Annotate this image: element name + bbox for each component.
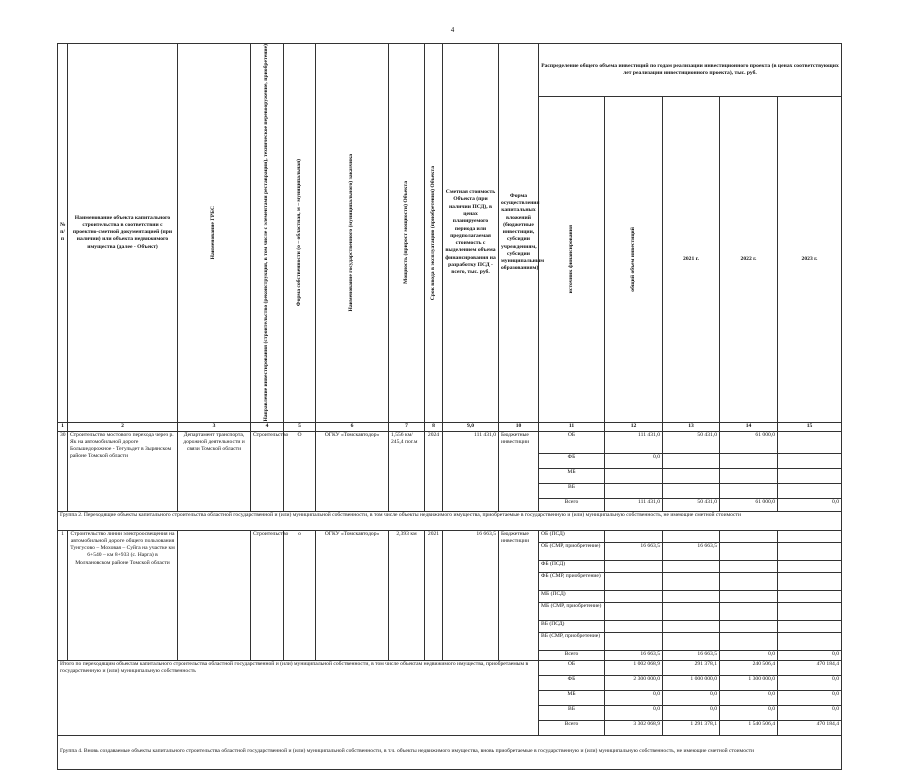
col-header-distribution: Распределение общего объема инвестиций по годам реализации инвестиционного проекта (в ценах соответствующих лет реализации инвестиционного проекта), тыс. руб. xyxy=(539,44,842,97)
table-row: Всего 16 663,5 16 663,5 0,0 0,0 xyxy=(58,650,842,660)
table-row: 30 Строительство мостового перехода через р. Як на автомобильной дороге Большедорожное - Тегульдет в Зырянском районе Томской области Департамент транспорта, дорожной деятельности и связи Томской области Строительство О ОГКУ «Томскавтодор» 1,556 км/ 245,4 пог.м 2024 111 431,0 Бюджетные инвестиции ОБ 111 431,0 50 431,0 61 000,0 xyxy=(58,431,842,453)
col-header-term: Срок ввода в эксплуатацию (приобретения) Объекта xyxy=(425,44,443,423)
col-header-2022: 2022 г. xyxy=(720,97,778,423)
col-header-form: Форма осуществления капитальных вложений (бюджетные инвестиции, субсидии учреждениям, субсидии муниципальным образованиям) xyxy=(499,44,539,423)
col-header-number: № п/п xyxy=(58,44,68,423)
col-header-source: источник финансирования xyxy=(539,97,605,423)
col-header-cost: Сметная стоимость Объекта (при наличии ПСД), в ценах планируемого периода или предполагаемая стоимость с выделением объема финансирования на разработку ПСД - всего, тыс. руб. xyxy=(443,44,499,423)
col-header-grbs: Наименование ГРБС xyxy=(178,44,251,423)
group-2-title-row xyxy=(58,511,842,530)
totals-title: Итого по переходящим объектам капитального строительства областной государственной и (или) муниципальной собственности, в том числе объектам недвижимого имущества, приобретаемым в государственную и (или) муниципальную собственность xyxy=(58,660,539,735)
table-row: МБ xyxy=(58,468,842,483)
investment-table xyxy=(57,43,842,770)
col-header-ownership: Форма собственности (о – областная, м – муниципальная) xyxy=(284,44,316,423)
table-row: МБ (СМР, приобретение) xyxy=(58,602,842,620)
table-row: ВБ xyxy=(58,483,842,498)
table-row: ВБ (СМР, приобретение) xyxy=(58,632,842,650)
page-number: 4 xyxy=(450,26,455,34)
object-name: Строительство линии электроосвещения на автомобильной дороге общего пользования Тунгусово – Моховая – Суйга на участке км 6+540 – км 8+933 (с. Нарга) в Молчановском районе Томской области xyxy=(68,530,178,660)
table-row: Всего 111 431,0 50 431,0 61 000,0 0,0 xyxy=(58,498,842,511)
column-number-row: 1 2 3 4 5 6 7 8 9,0 10 11 12 13 14 15 xyxy=(58,422,842,431)
col-header-total: общий объем инвестиций xyxy=(605,97,663,423)
totals-row: Итого по переходящим объектам капитального строительства областной государственной и (или) муниципальной собственности, в том числе объектам недвижимого имущества, приобретаемым в государственную и (или) муниципальную собственность ОБ 1 002 068,9 291 378,1 240 506,4 470 184,4 xyxy=(58,660,842,675)
totals-row: ВБ 0,0 0,0 0,0 0,0 xyxy=(58,705,842,720)
col-header-direction: Направление инвестирования (строительство (реконструкция, в том числе с элементами реставрации), техническое перевооружение, приобретение) xyxy=(251,44,284,423)
col-header-customer: Наименование государственного (муниципального) заказчика xyxy=(316,44,389,423)
totals-row: МБ 0,0 0,0 0,0 0,0 xyxy=(58,690,842,705)
col-header-object-name: Наименование объекта капитального строительства в соответствии с проектно-сметной документацией (при наличии) или объекта недвижимого имущества (далее - Объект) xyxy=(68,44,178,423)
group-4-title: Группа 4. Вновь создаваемые объекты капитального строительства областной государственной и (или) муниципальной собственности, в т.ч. объекты недвижимого имущества, вновь приобретаемые в государственную и (или) муниципальную собственность, не имеющие сметной стоимости xyxy=(58,735,842,769)
totals-row: Всего 3 302 068,9 1 291 378,1 1 540 506,4 470 184,4 xyxy=(58,720,842,735)
table-row: ФБ 0,0 xyxy=(58,453,842,468)
col-header-2021: 2021 г. xyxy=(663,97,720,423)
table-row: МБ (ПСД) xyxy=(58,590,842,602)
group-4-title-row xyxy=(58,735,842,769)
table-row: 1 Строительство линии электроосвещения на автомобильной дороге общего пользования Тунгусово – Моховая – Суйга на участке км 6+540 – км 8+933 (с. Нарга) в Молчановском районе Томской области Строительство о ОГКУ «Томскавтодор» 2,393 км 2021 16 663,5 Бюджетные инвестиции ОБ (ПСД) xyxy=(58,530,842,542)
col-header-capacity: Мощность (прирост мощности) Объекта xyxy=(389,44,425,423)
table-row: ФБ (СМР, приобретение) xyxy=(58,572,842,590)
table-row: ВБ (ПСД) xyxy=(58,620,842,632)
group-2-title: Группа 2. Переходящие объекты капитального строительства областной государственной и (или) муниципальной собственности, в том числе объекты недвижимого имущества, приобретаемые в государственную и (или) муниципальную собственность, не имеющие сметной стоимости xyxy=(58,511,842,530)
totals-row: ФБ 2 300 000,0 1 000 000,0 1 300 000,0 0,0 xyxy=(58,675,842,690)
table-row: ОБ (СМР, приобретение) 16 663,5 16 663,5 xyxy=(58,542,842,560)
col-header-2023: 2023 г. xyxy=(778,97,842,423)
table-row: ФБ (ПСД) xyxy=(58,560,842,572)
object-name: Строительство мостового перехода через р. Як на автомобильной дороге Большедорожное - Тегульдет в Зырянском районе Томской области xyxy=(68,431,178,511)
